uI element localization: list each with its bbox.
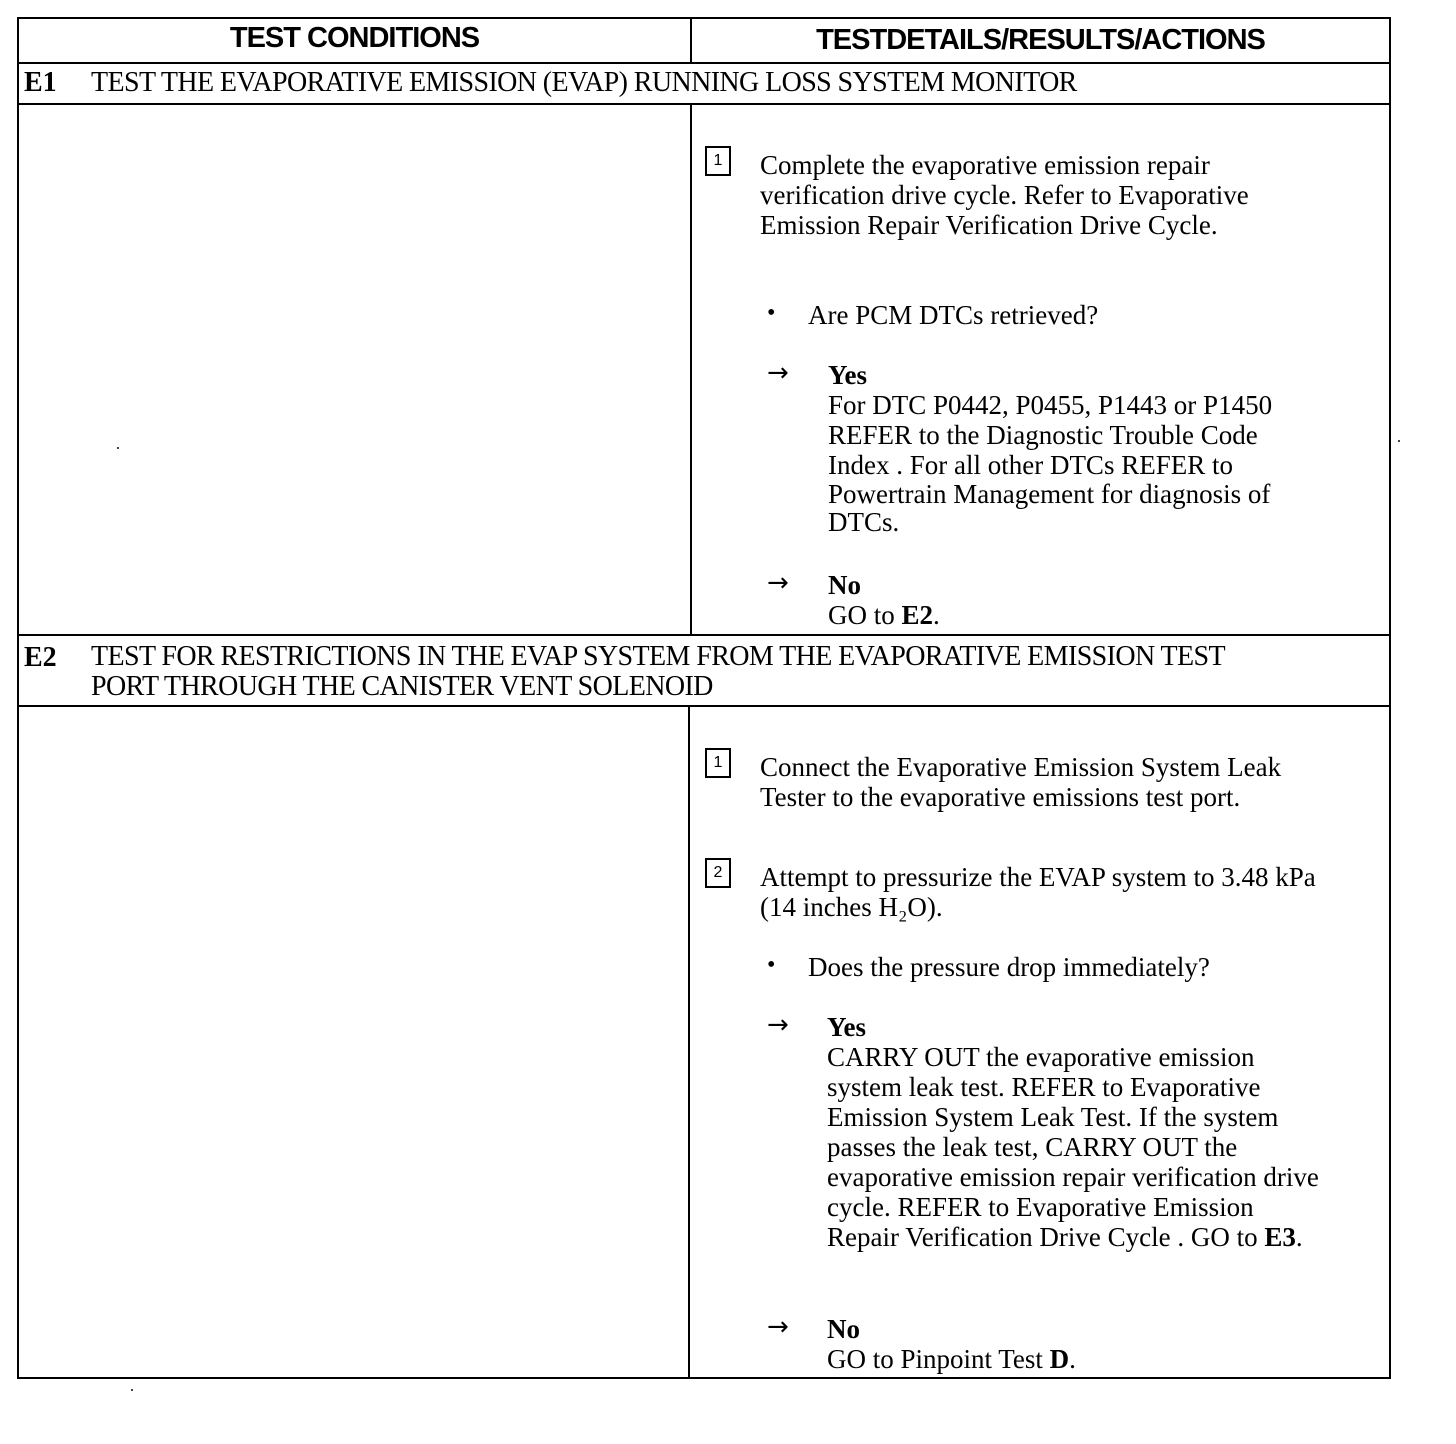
e2-question: Does the pressure drop immediately?	[808, 952, 1210, 982]
e2-yes-line6: cycle. REFER to Evaporative Emission	[827, 1192, 1254, 1222]
e1-bullet: •	[767, 300, 776, 326]
section-e1-id: E1	[24, 67, 57, 98]
e2-yes-line7-target: E3	[1264, 1222, 1296, 1252]
e1-yes-arrow-icon: →	[767, 358, 789, 388]
e2-yes-arrow-icon: →	[767, 1010, 789, 1040]
scan-speck	[1398, 440, 1400, 442]
section-e2-id: E2	[24, 642, 57, 673]
e2-no-label: No	[827, 1314, 860, 1344]
section-e2-title-line2: PORT THROUGH THE CANISTER VENT SOLENOID	[91, 671, 713, 702]
e1-yes-line3: Index . For all other DTCs REFER to	[828, 450, 1233, 480]
e2-no-prefix: GO to Pinpoint Test	[827, 1344, 1050, 1374]
rule-header-bottom	[17, 62, 1391, 64]
e1-step1-line3: Emission Repair Verification Drive Cycle.	[760, 210, 1218, 240]
e2-bullet: •	[767, 952, 776, 978]
rule-e1-body-bottom	[17, 634, 1391, 636]
e2-yes-line7	[827, 1222, 1303, 1252]
e1-yes-line4: Powertrain Management for diagnosis of	[828, 479, 1271, 509]
e1-step1-box: 1	[705, 146, 731, 176]
header-test-conditions: TEST CONDITIONS	[229, 22, 480, 54]
e2-no-target: D	[1049, 1344, 1070, 1374]
e2-yes-label: Yes	[827, 1012, 866, 1042]
e2-no-action	[827, 1344, 1076, 1374]
e1-step1-line2: verification drive cycle. Refer to Evaporative	[760, 180, 1249, 210]
e2-yes-line5: evaporative emission repair verification drive	[827, 1162, 1319, 1192]
e2-step1-line1: Connect the Evaporative Emission System Leak	[760, 752, 1282, 782]
e2-yes-line4: passes the leak test, CARRY OUT the	[827, 1132, 1238, 1162]
scan-speck	[131, 1389, 133, 1391]
scan-speck	[117, 447, 119, 449]
rule-e2-title-bottom	[17, 705, 1391, 707]
e2-no-suffix: .	[1069, 1344, 1076, 1374]
section-e2-title-line1: TEST FOR RESTRICTIONS IN THE EVAP SYSTEM FROM THE EVAPORATIVE EMISSION TEST	[91, 641, 1225, 672]
e1-no-label: No	[828, 570, 861, 600]
e2-step1-line2: Tester to the evaporative emissions test port.	[760, 782, 1241, 812]
e2-yes-line1: CARRY OUT the evaporative emission	[827, 1042, 1255, 1072]
e1-step1-line1: Complete the evaporative emission repair	[760, 150, 1210, 180]
rule-col-divider-e2	[688, 705, 690, 1379]
section-e1-title: TEST THE EVAPORATIVE EMISSION (EVAP) RUNNING LOSS SYSTEM MONITOR	[91, 67, 1077, 98]
e1-yes-line2: REFER to the Diagnostic Trouble Code	[828, 420, 1258, 450]
e1-no-prefix: GO to	[828, 600, 902, 630]
e2-step1-box: 1	[705, 748, 731, 778]
e2-step2-line2: (14 inches H₂O).	[760, 892, 943, 922]
e2-step2-box: 2	[705, 858, 731, 888]
e1-no-suffix: .	[933, 600, 940, 630]
e1-yes-label: Yes	[828, 360, 867, 390]
e1-no-action	[828, 600, 940, 630]
e2-yes-line3: Emission System Leak Test. If the system	[827, 1102, 1279, 1132]
e1-yes-line1: For DTC P0442, P0455, P1443 or P1450	[828, 390, 1273, 420]
e1-yes-line5: DTCs.	[828, 507, 900, 537]
e1-no-target: E2	[901, 600, 934, 630]
header-test-details: TESTDETAILS/RESULTS/ACTIONS	[816, 24, 1265, 56]
e2-yes-line7-suffix: .	[1295, 1222, 1303, 1252]
e1-question: Are PCM DTCs retrieved?	[808, 300, 1099, 330]
rule-col-divider-e1	[690, 103, 692, 636]
e2-yes-line2: system leak test. REFER to Evaporative	[827, 1072, 1261, 1102]
rule-e1-title-bottom	[17, 103, 1391, 105]
e2-yes-line7-prefix: Repair Verification Drive Cycle . GO to	[827, 1222, 1265, 1252]
e1-no-arrow-icon: →	[767, 568, 789, 598]
e2-no-arrow-icon: →	[767, 1312, 789, 1342]
e2-step2-line1: Attempt to pressurize the EVAP system to 3.48 kPa	[760, 862, 1316, 892]
